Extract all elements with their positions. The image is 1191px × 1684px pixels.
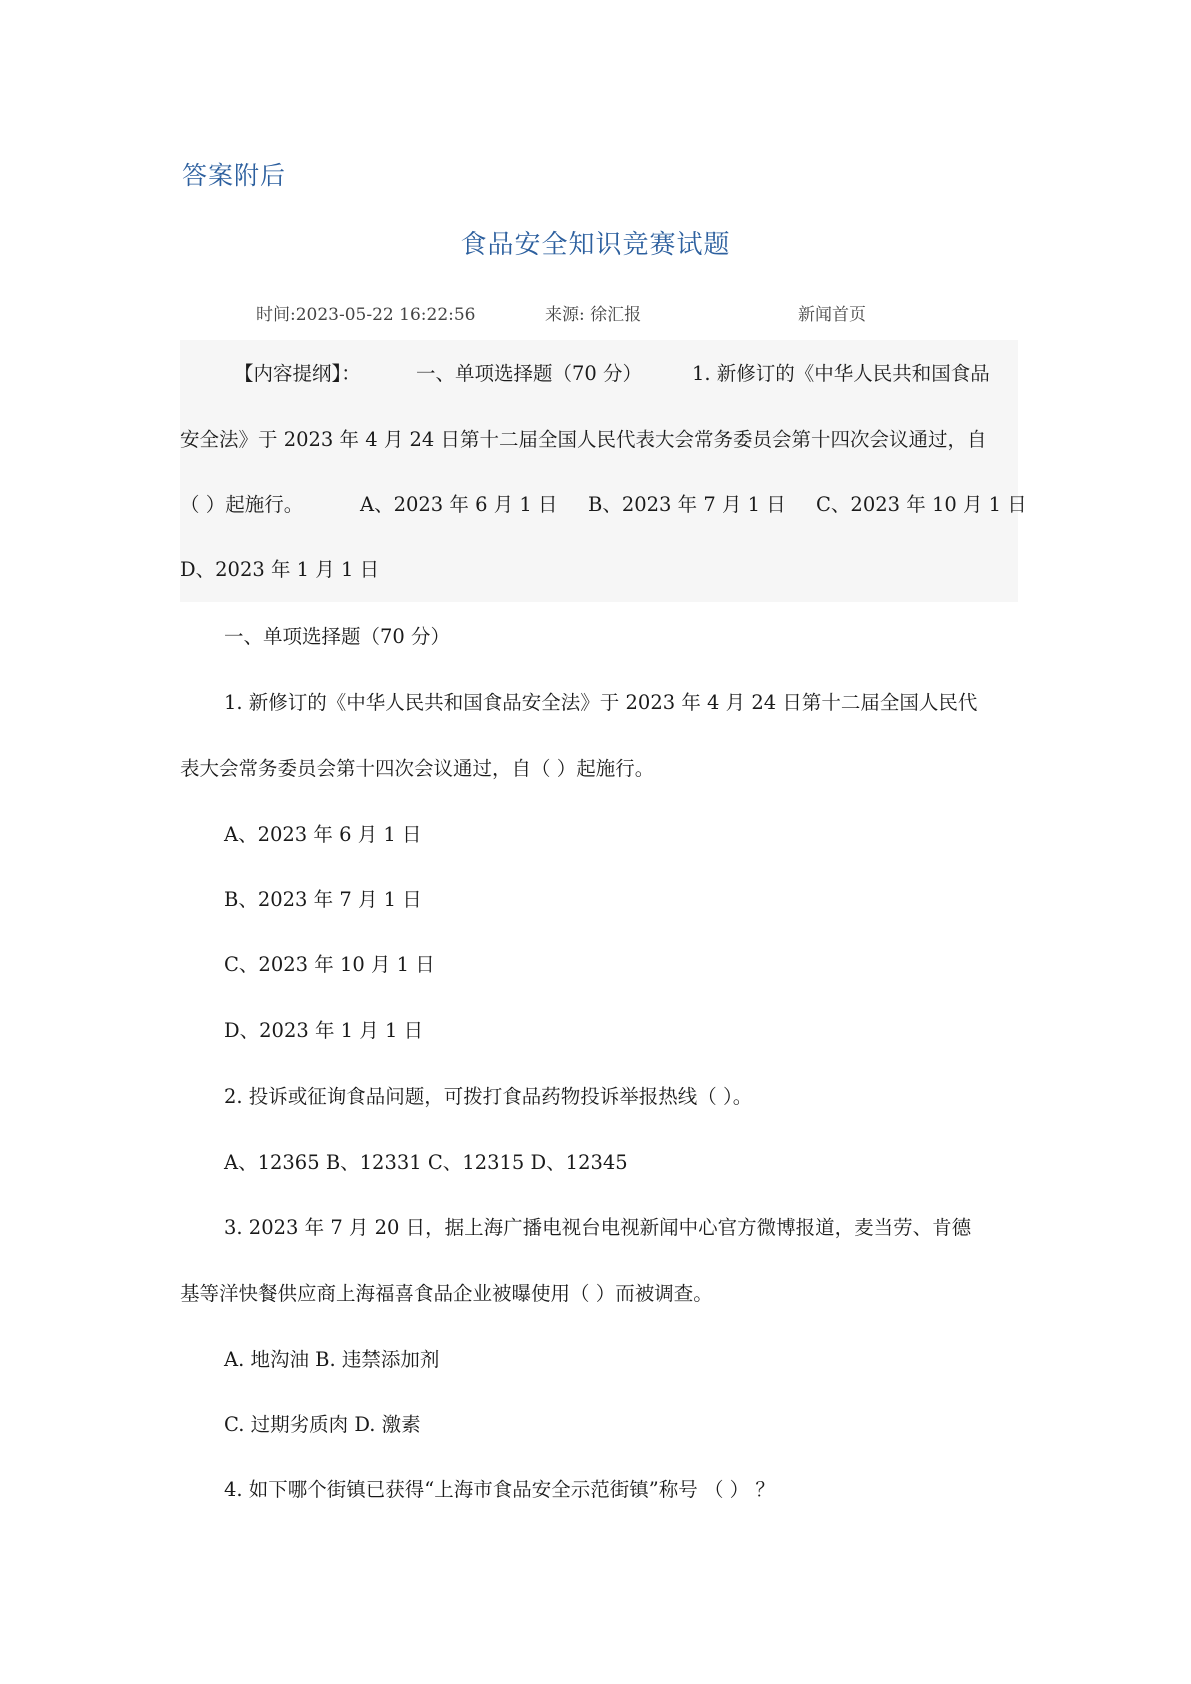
summary-q1-start: 1. 新修订的《中华人民共和国食品 <box>692 362 990 385</box>
meta-time: 时间:2023-05-22 16:22:56 <box>256 305 476 325</box>
q3-options-ab: A. 地沟油 B. 违禁添加剂 <box>224 1348 440 1371</box>
summary-label: 【内容提纲】： <box>234 362 361 385</box>
q3-line-1: 3. 2023 年 7 月 20 日，据上海广播电视台电视新闻中心官方微博报道，麦当劳、肯德 <box>224 1216 972 1239</box>
summary-line-2: 安全法》于 2023 年 4 月 24 日第十二届全国人民代表大会常务委员会第十四次会议通过，自 <box>180 428 987 451</box>
q1-option-c: C、2023 年 10 月 1 日 <box>224 953 435 976</box>
section-title: 一、单项选择题（70 分） <box>224 625 451 648</box>
summary-q1-stem: （ ）起施行。 <box>180 493 304 516</box>
q2-options: A、12365 B、12331 C、12315 D、12345 <box>224 1151 628 1174</box>
summary-option-a: A、2023 年 6 月 1 日 <box>360 493 558 516</box>
meta-source: 来源: 徐汇报 <box>545 305 642 325</box>
summary-option-b: B、2023 年 7 月 1 日 <box>588 493 786 516</box>
q3-options-cd: C. 过期劣质肉 D. 激素 <box>224 1413 421 1436</box>
q1-line-1: 1. 新修订的《中华人民共和国食品安全法》于 2023 年 4 月 24 日第十二届全国人民代 <box>224 691 978 714</box>
q2-line-1: 2. 投诉或征询食品问题，可拨打食品药物投诉举报热线（ ）。 <box>224 1085 753 1108</box>
q1-option-d: D、2023 年 1 月 1 日 <box>224 1019 424 1042</box>
summary-line-4: D、2023 年 1 月 1 日 <box>180 558 380 581</box>
page-title: 食品安全知识竞赛试题 <box>460 230 731 260</box>
answer-note-heading: 答案附后 <box>182 161 287 190</box>
q1-option-b: B、2023 年 7 月 1 日 <box>224 888 422 911</box>
summary-option-c: C、2023 年 10 月 1 日 <box>816 493 1027 516</box>
q3-line-2: 基等洋快餐供应商上海福喜食品企业被曝使用（ ）而被调查。 <box>180 1282 713 1305</box>
q1-option-a: A、2023 年 6 月 1 日 <box>224 823 422 846</box>
q4-line-1: 4. 如下哪个街镇已获得“上海市食品安全示范街镇”称号 （ ） ？ <box>224 1478 775 1501</box>
summary-section: 一、单项选择题（70 分） <box>416 362 643 385</box>
meta-home-link[interactable]: 新闻首页 <box>798 305 866 325</box>
summary-box <box>180 340 1027 602</box>
q1-line-2: 表大会常务委员会第十四次会议通过，自（ ）起施行。 <box>180 757 655 780</box>
